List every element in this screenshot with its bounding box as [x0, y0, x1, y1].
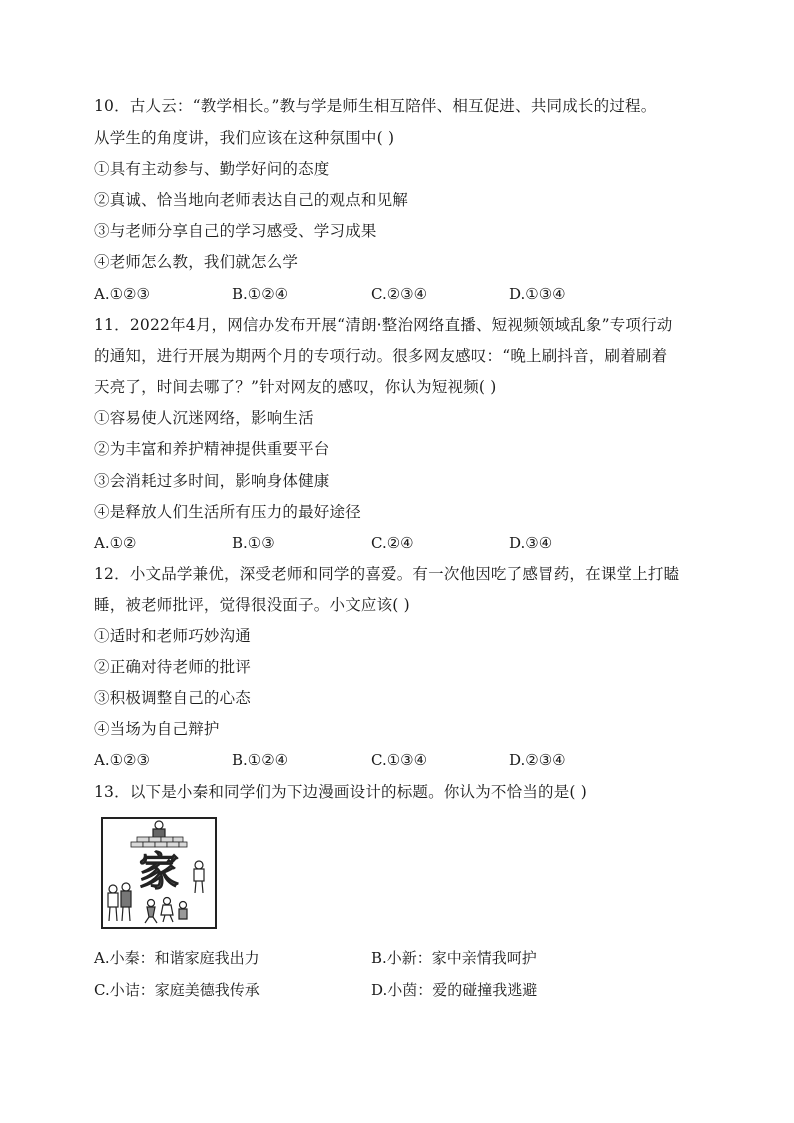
statement-item: ①适时和老师巧妙沟通	[94, 627, 252, 645]
question-stem: 从学生的角度讲，我们应该在这种氛围中( )	[94, 129, 395, 147]
option-a[interactable]: A.小秦：和谐家庭我出力	[94, 949, 260, 967]
statement-item: ④老师怎么教，我们就怎么学	[94, 253, 299, 271]
option-b[interactable]: B.①②④	[232, 285, 289, 303]
statement-item: ②真诚、恰当地向老师表达自己的观点和见解	[94, 191, 409, 209]
option-b[interactable]: B.①②④	[232, 751, 289, 769]
brick-wall	[131, 837, 187, 847]
option-a[interactable]: A.①②③	[94, 751, 150, 769]
option-a[interactable]: A.①②	[94, 534, 137, 552]
statement-item: ③会消耗过多时间，影响身体健康	[94, 472, 330, 490]
statement-item: ④当场为自己辩护	[94, 720, 220, 738]
question-stem: 睡，被老师批评，觉得很没面子。小文应该( )	[94, 596, 410, 614]
family-character: 家	[139, 849, 179, 895]
statement-item: ①容易使人沉迷网络，影响生活	[94, 409, 314, 427]
question-stem: 10．古人云：“教学相长。”教与学是师生相互陪伴、相互促进、共同成长的过程。	[94, 97, 657, 115]
option-d[interactable]: D.③④	[509, 534, 553, 552]
option-d[interactable]: D.②③④	[509, 751, 566, 769]
option-d[interactable]: D.①③④	[509, 285, 566, 303]
question-stem: 天亮了，时间去哪了？”针对网友的感叹，你认为短视频( )	[94, 378, 497, 396]
statement-item: ③与老师分享自己的学习感受、学习成果	[94, 222, 377, 240]
option-c[interactable]: C.②④	[371, 534, 414, 552]
question-stem: 的通知，进行开展为期两个月的专项行动。很多网友感叹：“晚上刷抖音，刷着刷着	[94, 347, 668, 365]
question-stem: 11．2022年4月，网信办发布开展“清朗·整治网络直播、短视频领域乱象”专项行动	[94, 316, 673, 334]
statement-item: ④是释放人们生活所有压力的最好途径	[94, 503, 361, 521]
option-c[interactable]: C.小诘：家庭美德我传承	[94, 981, 260, 999]
statement-item: ②为丰富和养护精神提供重要平台	[94, 440, 330, 458]
option-d[interactable]: D.小茵：爱的碰撞我逃避	[371, 981, 538, 999]
statement-item: ①具有主动参与、勤学好问的态度	[94, 160, 330, 178]
option-b[interactable]: B.小新：家中亲情我呵护	[371, 949, 537, 967]
family-cartoon	[101, 817, 217, 929]
option-c[interactable]: C.①③④	[371, 751, 428, 769]
question-stem: 13．以下是小秦和同学们为下边漫画设计的标题。你认为不恰当的是( )	[94, 783, 588, 801]
option-c[interactable]: C.②③④	[371, 285, 428, 303]
option-b[interactable]: B.①③	[232, 534, 275, 552]
question-stem: 12．小文品学兼优，深受老师和同学的喜爱。有一次他因吃了感冒药，在课堂上打瞌	[94, 565, 680, 583]
statement-item: ③积极调整自己的心态	[94, 689, 252, 707]
option-a[interactable]: A.①②③	[94, 285, 150, 303]
statement-item: ②正确对待老师的批评	[94, 658, 252, 676]
